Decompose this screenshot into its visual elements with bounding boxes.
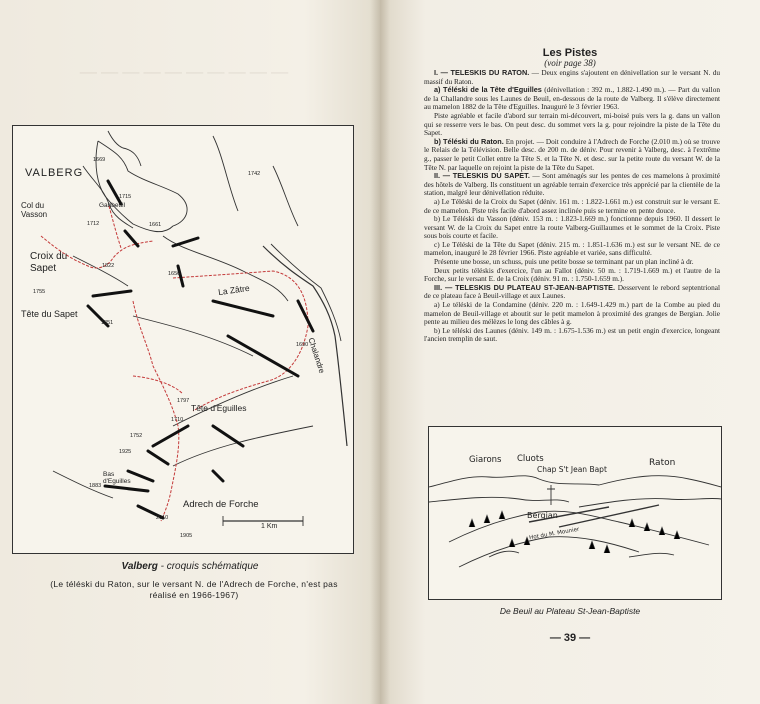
elevation-label: 1883 [89, 483, 102, 489]
show-through-text: — — — — — — — — — — [80, 62, 289, 81]
page-number: — 39 — [549, 632, 591, 644]
elevation-label: 1752 [130, 433, 143, 439]
paragraph [424, 69, 720, 86]
elevation-label: 1710 [171, 417, 184, 423]
paragraph-heading: b) Téléski du Raton. [434, 136, 504, 146]
beuil-sketch [428, 426, 722, 600]
map-caption-rest: - croquis schématique [157, 561, 259, 572]
elevation-label: 1690 [296, 342, 309, 348]
paragraph-heading: III. — TELESKIS DU PLATEAU ST-JEAN-BAPTISTE. [434, 282, 616, 292]
map-label-croix-sapet: Croix du Sapet [30, 251, 68, 274]
map-ski-lifts [88, 181, 313, 518]
valberg-map [12, 125, 354, 554]
paragraph-body: Desservent le rebord septentrional de ce plateau face à Beuil-village et aux Launes. [424, 282, 720, 301]
sketch-label-cluots: Cluots [517, 454, 544, 464]
paragraph-body: Présente une bosse, un schuss, puis une petite bosse se terminant par un plan incliné à dr. [434, 257, 694, 267]
map-label-la-zatre: La Zâtre [217, 282, 251, 298]
paragraph [424, 215, 720, 241]
sketch-label-hot: Hot du M. Mounier [528, 526, 580, 542]
paragraph-body: b) Le téléski des Launes (déniv. 149 m. : 1.675-1.536 m.) est un petit engin d'exercice, longeant l'ancien tremplin de saut. [424, 325, 720, 344]
paragraph-body: Piste agréable et facile d'abord sur terrain mi-découvert, mi-boisé puis vers la g. dans un vallon qui se resserre vers le bas. On peut desc. du sommet vers la g. pour rejoindre la piste de la Tête du Sapet. [424, 110, 720, 138]
sketch-label-chap: Chap S't Jean Bapt [537, 465, 607, 474]
paragraph [424, 138, 720, 172]
elevation-label: 2010 [156, 515, 169, 521]
paragraph-body: Deux petits téléskis d'exercice, l'un au Fallot (déniv. 50 m. : 1.719-1.669 m.) et l'autre de la Forche, sur le versant E. de la Croix (déniv. 91 m. : 1.750-1.659 m.). [424, 265, 720, 284]
elevation-label: 1755 [33, 289, 46, 295]
map-label-garibeuil: Garibeuil [99, 202, 126, 209]
paragraph [424, 172, 720, 198]
paragraph [424, 198, 720, 215]
paragraph [424, 327, 720, 344]
sketch-label-giarons: Giarons [469, 455, 502, 465]
paragraph [424, 267, 720, 284]
map-trails [41, 206, 308, 521]
map-label-col-vasson: Col du Vasson [21, 201, 48, 219]
map-drawing [13, 126, 353, 553]
elevation-label: 1669 [93, 157, 106, 163]
sketch-drawing [429, 427, 721, 599]
paragraph-body: a) Le téléski de la Condamine (déniv. 220 m. : 1.649-1.429 m.) part de la Combe au pied du mamelon de Beuil-village et aboutit sur le petit mamelon à proximité des granges de Bergian. Jolie pente au milieu des mélèzes le long des câbles à g. [424, 300, 720, 327]
paragraph-body: — Deux engins s'ajoutent en dénivellation sur le versant N. du massif du Raton. [424, 68, 720, 86]
paragraph [424, 86, 720, 112]
map-label-tete-sapet: Tête du Sapet [21, 309, 78, 319]
book-gutter [370, 0, 390, 704]
map-scale-label: 1 Km [261, 523, 278, 530]
paragraph-heading: I. — TELESKIS DU RATON. [434, 68, 530, 77]
map-caption [0, 561, 380, 572]
elevation-label: 1822 [102, 263, 115, 269]
sketch-caption: De Beuil au Plateau St-Jean-Baptiste [499, 606, 641, 616]
page-subtitle: (voir page 38) [544, 58, 596, 68]
elevation-label: 1661 [149, 222, 162, 228]
elevation-label: 1925 [119, 449, 132, 455]
map-label-adrech: Adrech de Forche [183, 499, 259, 510]
paragraph-body: c) Le Téléski de la Tête du Sapet (déniv. 215 m. : 1.851-1.636 m.) est sur le versant NE. de ce mamelon, inauguré le 28 février 1966. Piste agréable et variée, sans difficulté. [424, 239, 720, 258]
paragraph-heading: II. — TELESKIS DU SAPET. [434, 171, 530, 181]
paragraph-body: b) Le Téléski du Vasson (déniv. 153 m. : 1.823-1.669 m.) fonctionne depuis 1960. Il dessert le versant W. de la Croix du Sapet entre la route Valberg-Guillaumes et le sommet de la Croix. Piste sous bois courte et facile. [424, 214, 720, 241]
paragraph-body: En projet. — Doit conduire à l'Adrech de Forche (2.010 m.) où se trouve le Relais de la Télévision. Belle desc. de 200 m. de déniv. Pour revenir à Valberg, desc. à l'extrême g., passer le petit Collet entre la Tête S. et la Tête N. et desc. sur la petite route du versant W. de la Tête N. par laquelle on rejoint la piste de la Tête du Sapet. [424, 136, 720, 172]
paragraph [424, 241, 720, 258]
paragraph [424, 112, 720, 138]
sketch-label-bergian: Bergian [527, 511, 558, 520]
elevation-label: 1742 [248, 171, 261, 177]
map-contours [53, 131, 347, 526]
paragraph [424, 301, 720, 327]
map-label-chalandre: Chalandre [306, 336, 327, 375]
pistes-text [424, 69, 720, 344]
elevation-label: 1797 [177, 398, 190, 404]
elevation-label: 1715 [119, 194, 132, 200]
elevation-label: 1656 [168, 271, 181, 277]
paragraph [424, 284, 720, 301]
paragraph-body: (dénivellation : 392 m., 1.882-1.490 m.). — Part du vallon de la Challandre sous les Launes de Beuil, en-dessous de la route de Valberg. Il s'élève directement au mamelon 1882 de la Tête d'Eguilles. Inauguré le 3 février 1963. [424, 85, 720, 112]
paragraph-body: — Sont aménagés sur les pentes de ces mamelons à proximité des hôtels de Valberg. Ils constituent un agréable terrain d'exercice très apprécié par la clientèle de la station, malgré leur dénivellation réduite. [424, 171, 720, 198]
map-label-tete-eguilles: Tête d'Eguilles [191, 403, 247, 413]
page-title: Les Pistes [542, 47, 598, 59]
map-label-bas-eguilles: Bas d'Eguilles [103, 471, 131, 485]
paragraph-heading: a) Téléski de la Tête d'Eguilles [434, 85, 542, 95]
map-caption-note: (Le téléski du Raton, sur le versant N. de l'Adrech de Forche, n'est pas réalisé en 1966-1967) [50, 579, 338, 600]
paragraph-body: a) Le Téléski de la Croix du Sapet (déniv. 161 m. : 1.822-1.661 m.) est construit sur le versant E. de ce mamelon. Piste très facile d'abord assez inclinée puis se termine en pente douce. [424, 196, 720, 215]
sketch-label-raton: Raton [649, 458, 676, 468]
elevation-label: 1905 [180, 533, 193, 539]
map-caption-bold: Valberg [121, 561, 158, 572]
elevation-label: 1851 [101, 320, 114, 326]
map-label-valberg: VALBERG [25, 167, 84, 179]
elevation-label: 1712 [87, 221, 100, 227]
